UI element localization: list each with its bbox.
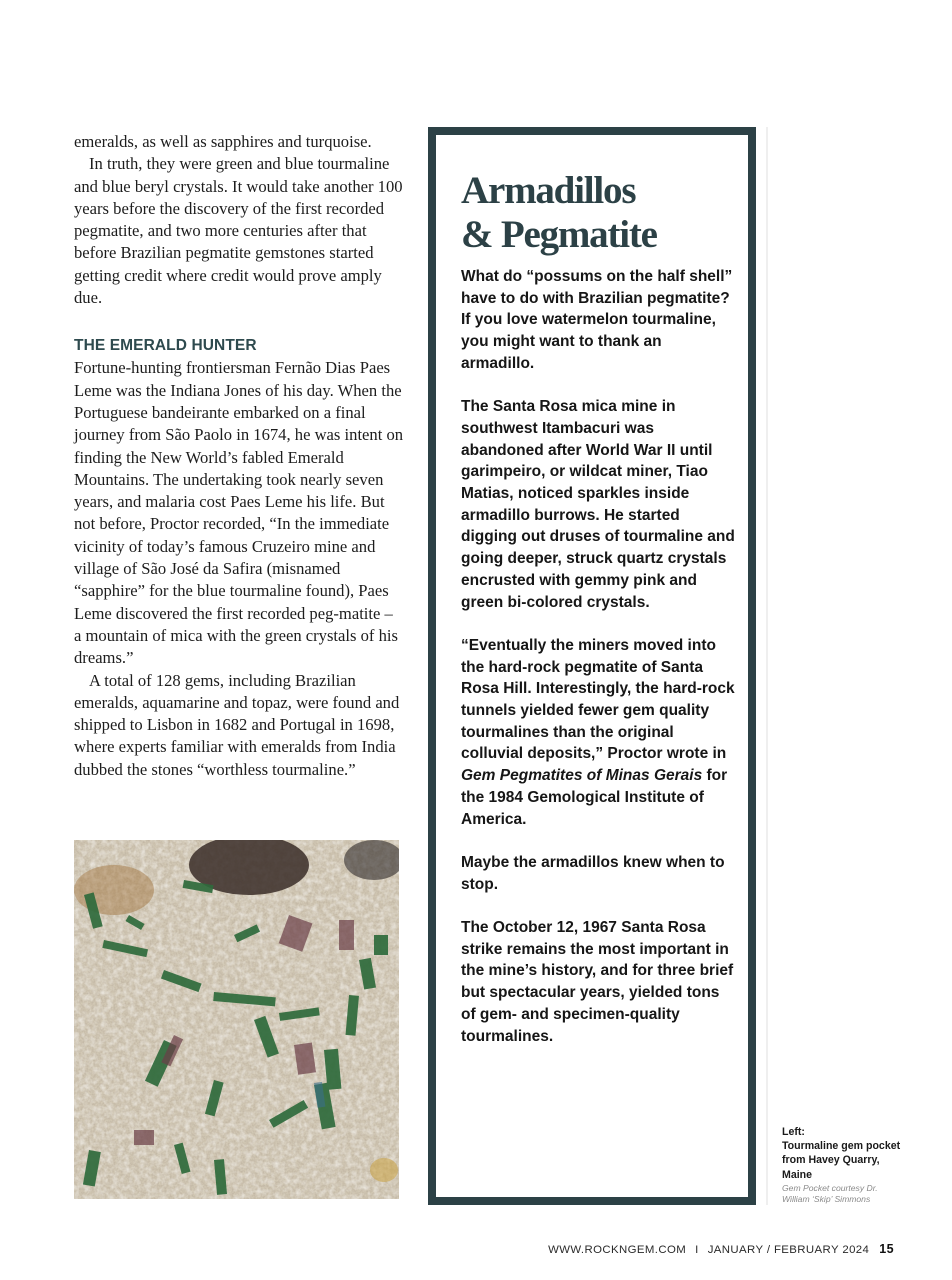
caption-credit: Gem Pocket courtesy Dr. William ‘Skip’ Simmons	[782, 1182, 878, 1205]
sidebar-title-line1: Armadillos	[461, 169, 636, 212]
photo-caption	[782, 1125, 907, 1206]
page-footer	[548, 1242, 894, 1256]
body-paragraph: A total of 128 gems, including Brazilian emeralds, aquamarine and topaz, were found and shipped to Lisbon in 1682 and Portugal in 1698, where experts familiar with emeralds from India dubbed the stones “worthless tourmaline.”	[74, 670, 400, 779]
sidebar-paragraph: The October 12, 1967 Santa Rosa strike remains the most important in the mine’s history, and for three brief but spectacular years, yielded tons of gem- and specimen-quality tourmalines.	[461, 919, 734, 1045]
book-title: Gem Pegmatites of Minas Gerais	[461, 767, 703, 785]
sidebar-paragraph: Maybe the armadillos knew when to stop.	[461, 853, 725, 893]
sidebar-text: for the 1984 Gemological Institute of America.	[461, 767, 728, 828]
sidebar-title	[461, 169, 657, 257]
tourmaline-pocket-photo	[74, 840, 399, 1199]
sidebar-text: “Eventually the miners moved into the hard-rock pegmatite of Santa Rosa Hill. Interestingly, the hard-rock tunnels yielded fewer gem quality tourmalines than the original colluvial deposits,” Proctor wrote in	[461, 636, 735, 763]
sidebar-title-line2: & Pegmatite	[461, 213, 657, 256]
footer-issue: JANUARY / FEBRUARY 2024	[707, 1244, 870, 1256]
body-paragraph: Fortune-hunting frontiersman Fernão Dias Paes Leme was the Indiana Jones of his day. When the Portuguese bandeirante embarked on a final journey from São Paolo in 1674, he was intent on finding the New World’s fabled Emerald Mountains. The undertaking took nearly seven years, and malaria cost Paes Leme his life. But not before, Proctor recorded, “In the immediate vicinity of today’s famous Cruzeiro mine and village of São José da Safira (misnamed “sapphire” for the blue tourmaline found), Paes Leme discovered the first recorded peg-matite – a mountain of mica with the green crystals of his dreams.”	[74, 358, 404, 668]
body-paragraph: emeralds, as well as sapphires and turquoise.	[74, 132, 372, 151]
footer-website: WWW.ROCKNGEM.COM	[548, 1244, 687, 1256]
sidebar-paragraph: What do “possums on the half shell” have to do with Brazilian pegmatite? If you love watermelon tourmaline, you might want to thank an armadillo.	[461, 268, 733, 372]
vertical-rule	[766, 127, 768, 1205]
body-paragraph: In truth, they were green and blue tourmaline and blue beryl crystals. It would take another 100 years before the discovery of the first recorded pegmatite, and two more centuries after that before Brazilian pegmatite gemstones started getting credit where credit would prove amply due.	[74, 154, 403, 308]
sidebar-paragraph	[461, 635, 736, 830]
sidebar-paragraph: The Santa Rosa mica mine in southwest Itambacuri was abandoned after World War II until garimpeiro, or wildcat miner, Tiao Matias, noticed sparkles inside armadillo burrows. He started digging out druses of tourmaline and going deeper, struck quartz crystals encrusted with gemmy pink and green bi-colored crystals.	[461, 398, 735, 611]
caption-label: Left:	[782, 1126, 805, 1138]
sidebar-box-armadillos	[428, 127, 756, 1205]
caption-text: Tourmaline gem pocket from Havey Quarry, Maine	[782, 1140, 901, 1181]
left-article-column	[74, 131, 404, 781]
page-number: 15	[879, 1242, 894, 1256]
mineral-texture-image	[74, 840, 399, 1199]
sidebar-body	[461, 266, 736, 1069]
section-subhead: THE EMERALD HUNTER	[74, 337, 257, 355]
footer-separator: I	[695, 1244, 699, 1256]
